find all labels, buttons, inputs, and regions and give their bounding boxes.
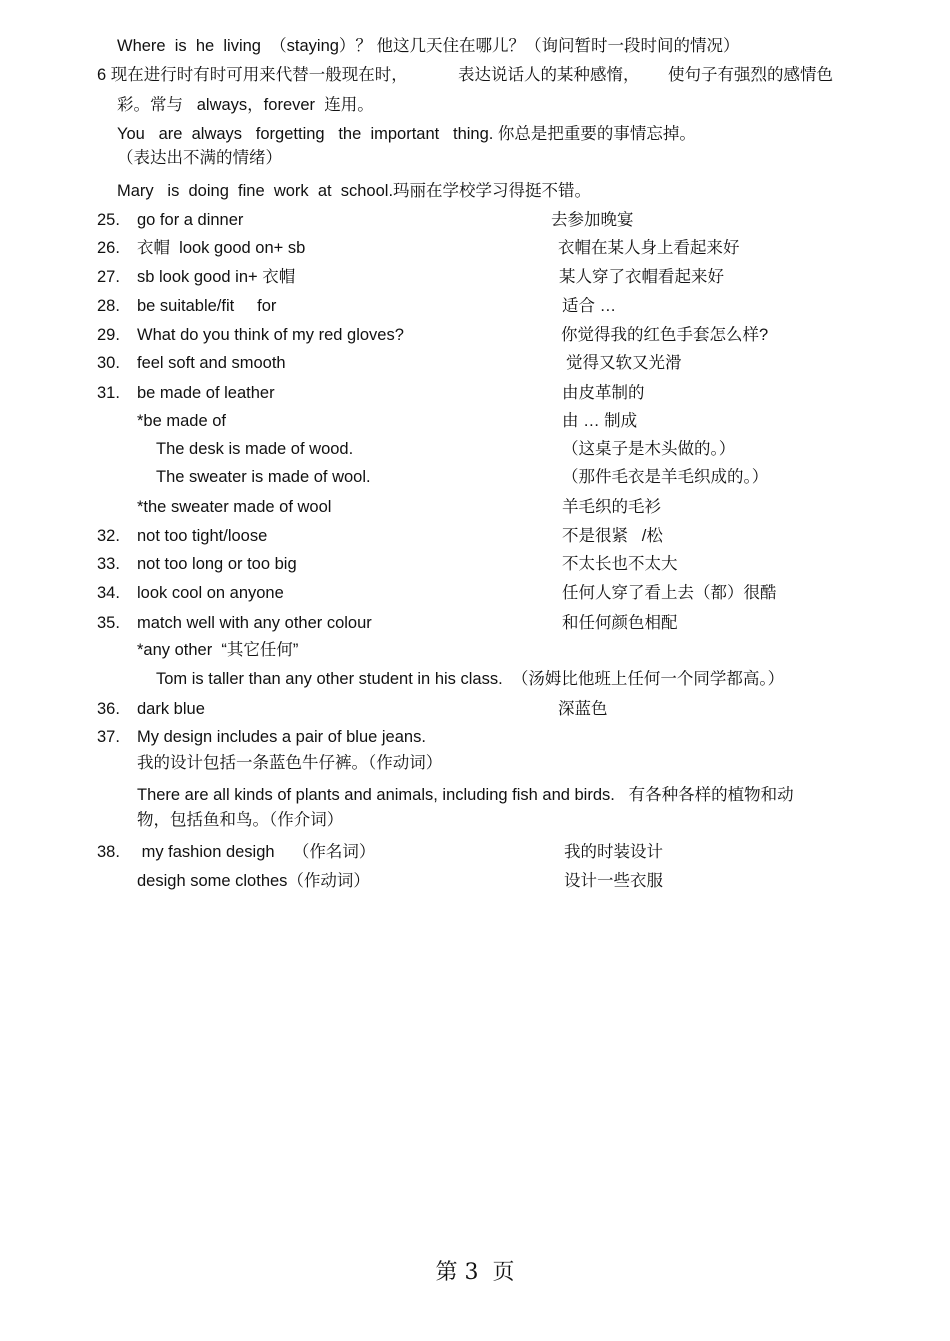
example-sentence: Tom is taller than any other student in his class. （汤姆比他班上任何一个同学都高。） bbox=[156, 670, 785, 688]
item-english: feel soft and smooth bbox=[137, 354, 286, 372]
item-english: be suitable/fit for bbox=[137, 297, 277, 315]
item-english: *any other “其它任何” bbox=[137, 641, 299, 659]
item-chinese: 由 … 制成 bbox=[562, 412, 638, 430]
item-chinese: 我的时装设计 bbox=[564, 843, 663, 861]
item-number: 34. bbox=[97, 584, 120, 602]
point-6-part-c: 使句子有强烈的感情色 bbox=[668, 66, 833, 84]
item-english: look cool on anyone bbox=[137, 584, 284, 602]
item-english: dark blue bbox=[137, 700, 205, 718]
example-where-living: Where is he living （staying）？ 他这几天住在哪儿？（询问暂时一段时间的情况） bbox=[117, 37, 740, 55]
item-english: My design includes a pair of blue jeans. bbox=[137, 728, 426, 746]
item-number: 31. bbox=[97, 384, 120, 402]
item-number: 36. bbox=[97, 700, 120, 718]
item-chinese: 适合 … bbox=[562, 297, 617, 315]
item-chinese: 不是很紧 /松 bbox=[562, 527, 663, 545]
point-6-part-b: 表达说话人的某种感惰， bbox=[458, 66, 640, 84]
example-note: （表达出不满的情绪） bbox=[117, 149, 282, 167]
item-chinese: 羊毛织的毛衫 bbox=[562, 498, 661, 516]
item-number: 29. bbox=[97, 326, 120, 344]
item-english: not too tight/loose bbox=[137, 527, 268, 545]
item-number: 27. bbox=[97, 268, 120, 286]
item-number: 28. bbox=[97, 297, 120, 315]
item-chinese: 由皮革制的 bbox=[562, 384, 645, 402]
item-chinese: 不太长也不太大 bbox=[562, 555, 678, 573]
item-english: *be made of bbox=[137, 412, 226, 430]
item-number: 25. bbox=[97, 211, 120, 229]
item-chinese: 深蓝色 bbox=[558, 700, 608, 718]
item-number: 37. bbox=[97, 728, 120, 746]
item-number: 26. bbox=[97, 239, 120, 257]
item-number: 35. bbox=[97, 614, 120, 632]
example-always-forgetting: You are always forgetting the important thing. 你总是把重要的事情忘掉。 bbox=[117, 125, 696, 143]
item-english: my fashion desigh （作名词） bbox=[137, 843, 376, 861]
item-chinese: 衣帽在某人身上看起来好 bbox=[558, 239, 740, 257]
item-chinese: 和任何颜色相配 bbox=[562, 614, 678, 632]
item-english: be made of leather bbox=[137, 384, 275, 402]
example-translation: （那件毛衣是羊毛织成的。） bbox=[562, 468, 769, 486]
item-chinese: 你觉得我的红色手套怎么样? bbox=[561, 326, 769, 344]
item-english: 衣帽 look good on+ sb bbox=[137, 239, 306, 257]
point-6-part-a: 6 现在进行时有时可用来代替一般现在时， bbox=[97, 66, 408, 84]
point-6-continuation: 彩。常与 always，forever 连用。 bbox=[117, 96, 374, 114]
example-translation: 我的设计包括一条蓝色牛仔裤。（作动词） bbox=[137, 754, 443, 772]
item-number: 33. bbox=[97, 555, 120, 573]
example-sentence: The sweater is made of wool. bbox=[156, 468, 371, 486]
item-chinese: 任何人穿了看上去（都）很酷 bbox=[562, 584, 777, 602]
item-number: 32. bbox=[97, 527, 120, 545]
example-sentence: There are all kinds of plants and animals, including fish and birds. 有各种各样的植物和动 bbox=[137, 786, 794, 804]
item-chinese: 觉得又软又光滑 bbox=[566, 354, 682, 372]
item-chinese: 某人穿了衣帽看起来好 bbox=[559, 268, 724, 286]
example-translation: （这桌子是木头做的。） bbox=[562, 440, 736, 458]
item-number: 38. bbox=[97, 843, 120, 861]
page-number: 第 3 页 bbox=[435, 1260, 515, 1285]
item-english: go for a dinner bbox=[137, 211, 244, 229]
item-english: *the sweater made of wool bbox=[137, 498, 332, 516]
item-english: sb look good in+ 衣帽 bbox=[137, 268, 296, 286]
example-translation: 物，包括鱼和鸟。（作介词） bbox=[137, 811, 344, 829]
item-chinese: 去参加晚宴 bbox=[551, 211, 634, 229]
item-english: desigh some clothes（作动词） bbox=[137, 872, 370, 890]
item-english: match well with any other colour bbox=[137, 614, 372, 632]
item-chinese: 设计一些衣服 bbox=[564, 872, 663, 890]
item-english: What do you think of my red gloves? bbox=[137, 326, 404, 344]
item-english: not too long or too big bbox=[137, 555, 297, 573]
example-mary: Mary is doing fine work at school.玛丽在学校学习得挺不错。 bbox=[117, 182, 592, 200]
item-number: 30. bbox=[97, 354, 120, 372]
example-sentence: The desk is made of wood. bbox=[156, 440, 354, 458]
